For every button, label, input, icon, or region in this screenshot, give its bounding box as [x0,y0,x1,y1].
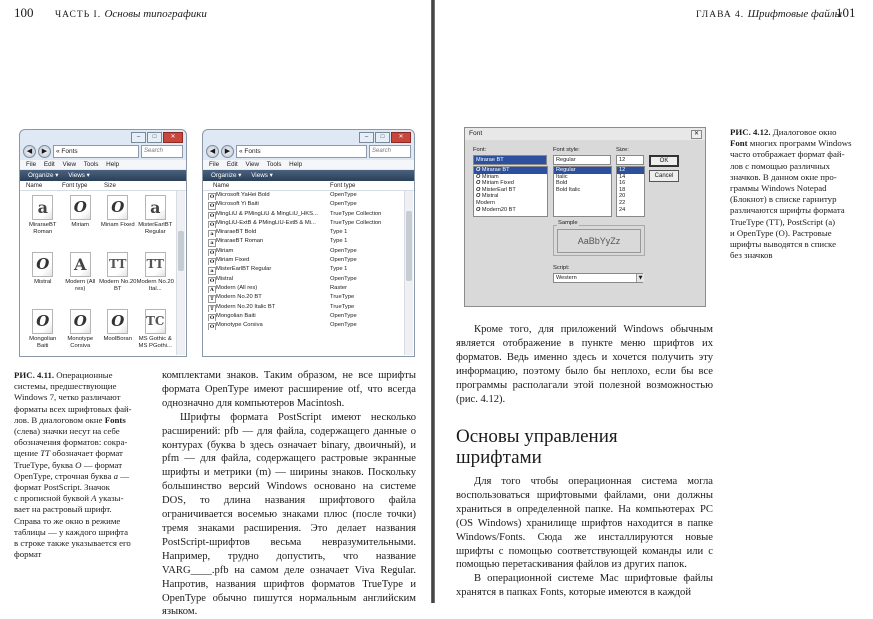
back-icon[interactable]: ◀ [23,145,36,158]
font-type-icon: O [209,249,215,256]
font-type-cell: OpenType [330,275,357,282]
font-row[interactable] [206,293,404,302]
font-type-icon: O [476,206,482,213]
font-file-icon: A [70,252,91,277]
close-button[interactable]: ✕ [163,132,183,143]
caption-term: A [91,493,97,504]
font-type-cell: TrueType [330,294,355,301]
maximize-button[interactable]: □ [375,132,390,143]
caption-text: значков. В данном окне про- [730,171,837,182]
caption-text: системы, предшествующие [14,381,117,392]
font-name-cell: Modern No.20 Italic BT [216,303,276,310]
font-type-cell: Type 1 [330,238,348,245]
font-row[interactable] [206,237,404,246]
caption-term: a [113,470,118,481]
sample-preview: AaBbYyZz [557,229,641,253]
caption-term: TT [40,448,50,459]
menu-file[interactable]: File [209,161,220,168]
left-running-head [55,8,207,20]
font-file-item[interactable] [24,195,62,247]
size-label: Size: [616,147,629,153]
font-file-label: MiraraeBT Roman [29,222,57,236]
font-type-icon: a [208,230,216,237]
font-row[interactable] [206,321,404,330]
font-type-icon: a [208,239,216,246]
list-item-label: Italic [556,173,568,180]
list-item[interactable] [554,187,611,194]
caption-label: РИС. 4.11. [14,370,55,380]
explorer-window-icons [19,129,187,357]
sample-label: Sample [558,220,578,226]
maximize-button[interactable]: □ [147,132,162,143]
caption-text: — [120,470,129,481]
address-bar-row [206,144,411,158]
caption-text: лов. В диалоговом окне [14,414,105,425]
font-file-label: Modern No.20 BT [99,279,137,293]
font-name-cell: Monotype Corsiva [216,322,263,329]
font-type-icon: T [208,295,216,302]
chevron-down-icon[interactable]: ▼ [636,274,644,282]
caption-term: O [75,459,82,470]
list-item-label: Miriam Fixed [481,180,514,187]
font-style-label: Font style: [553,147,580,153]
caption-text: TrueType (TT), PostScript (a) [730,216,836,227]
font-type-cell: OpenType [330,257,357,264]
font-file-label: MoolBoran [103,336,132,342]
font-row[interactable] [206,312,404,321]
scrollbar[interactable] [404,191,413,355]
left-running-head-title: Основы типографики [104,8,207,20]
list-item-label: Bold Italic [556,186,581,193]
menu-edit[interactable]: Edit [43,161,55,168]
font-name-cell: MingLiU-ExtB & PMingLiU-ExtB & Mi... [216,219,316,226]
script-select[interactable]: Western [553,273,643,283]
right-running-head [696,8,842,20]
font-type-icon: O [476,186,482,193]
font-style-listbox[interactable] [553,166,612,217]
search-input[interactable]: Search [141,145,183,158]
search-input[interactable]: Search [369,145,411,158]
caption-text: и OpenType (O). Растровые [730,227,832,238]
left-body-text [162,369,416,619]
close-button[interactable]: ✕ [391,132,411,143]
font-row[interactable] [206,256,404,265]
body-paragraph: Кроме того, для приложений Windows обычным является отображение в пункте меню шрифтов их форматов. Ведь именно здесь и хочется получить эту информацию, поэтому было бы неплохо, если бы все программы располагали этой полезной возможностью (рис. 4.12). [456,324,713,405]
font-file-item[interactable] [24,252,62,304]
font-type-icon: a [208,267,216,274]
cancel-button[interactable]: Cancel [649,170,679,182]
file-pane [203,181,414,356]
list-item-label: 14 [619,173,626,180]
list-item[interactable] [474,187,547,194]
font-file-label: Miriam Fixed [100,222,135,228]
font-name-cell: Modern No.20 BT [216,294,262,301]
font-file-label: Monotype Corsiva [67,336,94,350]
caption-text: вает на растровый шрифт. [14,504,112,515]
font-name-cell: Miriam Fixed [216,257,250,264]
font-type-cell: OpenType [330,192,357,198]
left-page-number: 100 [14,5,34,20]
font-name-cell: Miriam [216,247,234,254]
list-item-label: Mistral [481,193,499,200]
right-page-number: 101 [836,5,856,20]
font-file-icon: O [107,309,128,334]
font-file-label: MS Gothic & MS PGothi... [138,336,172,350]
font-file-icon: TT [145,252,166,277]
font-type-cell: Raster [330,284,348,291]
font-type-icon: O [209,314,215,321]
caption-text: Диалоговое окно [770,127,837,137]
font-name-cell: Modern (All res) [216,284,258,291]
address-bar[interactable]: « Fonts [53,145,139,158]
dialog-close-icon[interactable]: ✕ [691,130,702,139]
menu-view[interactable]: View [62,161,77,168]
font-file-label: Modern No.20 Ital... [136,279,174,293]
caption-text: указы- [98,493,124,504]
dialog-title: Font [465,128,705,140]
list-item-label: 20 [619,193,626,200]
list-item[interactable] [554,180,611,187]
font-type-cell: OpenType [330,322,357,329]
figure-caption-4-11 [14,370,156,560]
font-file-item[interactable] [62,252,100,304]
menu-file[interactable]: File [26,161,37,168]
address-bar[interactable]: « Fonts [236,145,367,158]
menu-help[interactable]: Help [289,161,303,168]
organize-button[interactable]: Organize ▾ [28,172,59,179]
column-size[interactable]: Size [104,182,116,189]
right-running-head-title: Шрифтовые файлы [747,8,843,20]
list-item[interactable] [554,174,611,181]
column-name[interactable]: Name [213,182,230,189]
font-type-icon: O [476,193,482,200]
caption-text: в строке также указывается его [14,538,131,549]
font-type-cell: OpenType [330,247,357,254]
font-file-item[interactable] [99,252,137,304]
size-listbox[interactable] [616,166,645,217]
font-file-label: Modern (All res) [65,279,96,293]
caption-text: многих программ Windows [747,138,852,149]
window-controls [359,132,411,143]
list-item[interactable] [474,180,547,187]
scroll-thumb[interactable] [406,211,412,281]
body-paragraph: Шрифты формата PostScript имеют несколько расширений: pfb — для файла, содержащего данные о контурах (буква b здесь означает binary, двоичный), и pfm — для файла, содержащего растровые экранные шрифты и метрики (m) — ширины знаков. Поскольку большинство версий Windows основано на системе DOS, то длина названия шрифтового файла ограничивается восемью знаками плюс (после точки) тремя знаками расширения. Это делает названия PostScript-шрифтов весьма невразумительными. Например, трудно допустить, что название VARG____.pfb на самом деле означает Viva Regular. Напротив, названия шрифтов форматов TrueType и OpenType обычно пишутся нормальным английским языком. [162,411,416,618]
list-item[interactable] [474,207,547,214]
font-name-cell: Microsoft Yi Baiti [216,201,259,208]
font-type-icon: O [476,167,482,173]
list-item[interactable] [474,200,547,207]
views-button[interactable]: Views ▾ [68,172,90,179]
font-file-item[interactable] [62,309,100,357]
list-item[interactable] [617,187,644,194]
font-type-icon: O [209,277,215,284]
font-name-cell: Mistral [216,275,234,282]
font-file-icon: a [145,195,166,220]
figure-caption-4-12 [730,127,870,261]
section-heading: Основы управления шрифтами [456,426,618,468]
font-name-cell: MisterEarlBT Regular [216,266,272,273]
font-type-icon: O [209,324,215,331]
font-type-icon: O [209,203,215,210]
font-type-cell: OpenType [330,201,357,208]
right-running-head-prefix: ГЛАВА 4. [696,10,745,20]
explorer-window-details [202,129,415,357]
font-dialog [464,127,706,307]
font-type-icon: O [209,221,215,228]
caption-term: Font [730,138,748,149]
caption-text: форматы всех шрифтовых фай- [14,403,132,414]
list-item-label: 18 [619,186,626,193]
font-file-label: Miriam [71,222,90,228]
list-item[interactable] [474,174,547,181]
caption-text: (Блокнот) в списке гарнитур [730,194,837,205]
caption-text: граммы Windows Notepad [730,183,827,194]
font-name-cell: Mongolian Baiti [216,312,256,319]
caption-text: Windows 7, четко различают [14,392,121,403]
font-row[interactable] [206,265,404,274]
font-type-icon: O [209,212,215,219]
window-controls [131,132,183,143]
right-body-text-1 [456,323,713,406]
list-item-label: Modern [476,199,495,206]
column-name[interactable]: Name [26,182,43,189]
script-label: Script: [553,265,570,271]
font-file-label: Mongolian Baiti [29,336,57,350]
font-row[interactable] [206,210,404,219]
back-icon[interactable]: ◀ [206,145,219,158]
font-name-cell: Microsoft YaHei Bold [216,192,270,198]
font-type-cell: TrueType [330,303,355,310]
font-file-item[interactable] [24,309,62,357]
file-pane [20,181,186,356]
menu-edit[interactable]: Edit [226,161,238,168]
font-row[interactable] [206,284,404,293]
caption-text: таблицы — у каждого шрифта [14,526,129,537]
ok-button[interactable]: OK [649,155,679,167]
font-file-icon: O [107,195,128,220]
font-file-icon: a [32,195,53,220]
font-name-cell: MiraraeBT Bold [216,229,257,236]
font-type-icon: O [476,180,482,187]
font-row[interactable] [206,247,404,256]
command-bar [203,170,414,181]
font-style-input[interactable]: Regular [553,155,611,165]
left-running-head-prefix: ЧАСТЬ I. [55,10,102,20]
caption-text: формат [14,549,42,560]
caption-text: (слева) значки несут на себе [14,426,120,437]
font-file-item[interactable] [99,195,137,247]
font-file-icon: TC [145,309,166,334]
menu-bar [20,160,186,169]
font-type-cell: TrueType Collection [330,219,382,226]
font-name-cell: MingLiU & PMingLiU & MingLiU_HKS... [216,210,318,217]
caption-term: Fonts [104,414,126,425]
minimize-button[interactable]: – [359,132,374,143]
list-item[interactable] [474,167,547,174]
list-item[interactable] [617,167,644,174]
font-type-cell: Type 1 [330,266,348,273]
list-item-label: MisterEarl BT [481,186,516,193]
font-file-icon: O [70,195,91,220]
menu-tools[interactable]: Tools [83,161,99,168]
font-file-label: MisterEarlBT Regular [138,222,173,236]
list-item[interactable] [554,167,611,174]
font-type-cell: OpenType [330,312,357,319]
caption-text: формат PostScript. Значок [14,482,110,493]
caption-text: Операционные [54,370,113,380]
caption-text: без значков [730,250,773,261]
column-font-type[interactable]: Font type [62,182,88,189]
list-item[interactable] [617,207,644,214]
command-bar [20,170,186,181]
caption-text: — формат [83,459,123,470]
font-list [206,191,404,330]
font-label: Font: [473,147,487,153]
menu-tools[interactable]: Tools [266,161,282,168]
list-item[interactable] [474,193,547,200]
font-file-label: Mistral [34,279,52,285]
list-item-label: Bold [556,180,568,187]
font-file-icon: O [32,309,53,334]
body-paragraph: В операционной системе Mac шрифтовые файлы хранятся в папках Fonts, которые имеются в каждой [456,573,713,599]
views-button[interactable]: Views ▾ [251,172,273,179]
list-item[interactable] [617,174,644,181]
font-row[interactable] [206,275,404,284]
forward-icon[interactable]: ▶ [221,145,234,158]
address-bar-row [23,144,183,158]
organize-button[interactable]: Organize ▾ [211,172,242,179]
list-item-label: 24 [619,206,626,213]
forward-icon[interactable]: ▶ [38,145,51,158]
menu-view[interactable]: View [245,161,260,168]
list-item-label: 22 [619,199,626,206]
scroll-thumb[interactable] [178,231,184,271]
list-item-label: 16 [619,180,626,187]
font-file-item[interactable] [99,309,137,357]
caption-text: с прописной буквой [14,493,92,504]
font-file-item[interactable] [137,309,175,357]
caption-text: различаются шрифты формата [730,205,845,216]
caption-text: шрифты выводятся в списке [730,239,836,250]
font-listbox[interactable] [473,166,548,217]
font-type-icon: T [208,305,216,312]
book-spine [431,0,435,603]
caption-text: Справа то же окно в режиме [14,515,121,526]
font-type-icon: O [209,259,215,266]
font-name-cell: MiraraeBT Roman [216,238,264,245]
font-input[interactable]: Mirarae BT [473,155,547,165]
caption-text: лов с помощью различных [730,160,831,171]
column-headers [20,181,186,191]
body-paragraph: Для того чтобы операционная система могла воспользоваться шрифтовыми файлами, они должны храниться в определенной папке. На компьютерах PC (OS Windows) хранилище шрифтов находится в папке Windows/Fonts. Сюда же инсталлируются новые шрифты с помощью соответствующей команды или с помощью перетаскивания файлов из других папок. [456,476,713,571]
caption-text: часто отображает формат фай- [730,149,845,160]
list-item[interactable] [617,200,644,207]
minimize-button[interactable]: – [131,132,146,143]
list-item[interactable] [617,193,644,200]
list-item-label: Regular [556,167,576,173]
font-type-icon: O [209,194,215,200]
body-paragraph: комплектами знаков. Таким образом, не все шрифты формата OpenType имеют расширение otf, что всегда однозначно для компьютеров Macintosh. [162,370,416,409]
caption-text: щение [14,448,41,459]
font-row[interactable] [206,200,404,209]
menu-bar [203,160,414,169]
font-row[interactable] [206,228,404,237]
font-file-item[interactable] [62,195,100,247]
menu-help[interactable]: Help [106,161,120,168]
caption-text: обозначения форматов: сокра- [14,437,128,448]
list-item-label: Modern20 BT [481,206,516,213]
caption-label: РИС. 4.12. [730,127,771,137]
column-headers [203,181,414,191]
caption-text: OpenType, строчная буква [14,470,114,481]
caption-text: обозначает формат [52,448,123,459]
font-row[interactable] [206,219,404,228]
font-icon-grid [24,195,174,357]
font-file-item[interactable] [137,252,175,304]
font-file-item[interactable] [137,195,175,247]
list-item-label: Miriam [481,173,499,180]
font-type-icon: O [476,173,482,180]
font-type-cell: TrueType Collection [330,210,382,217]
right-body-text-2 [456,475,713,600]
font-row[interactable] [206,303,404,312]
list-item[interactable] [617,180,644,187]
font-row[interactable] [206,191,404,200]
font-file-icon: O [32,252,53,277]
font-type-cell: Type 1 [330,229,348,236]
font-file-icon: O [70,309,91,334]
scrollbar[interactable] [176,191,185,355]
font-type-icon: A [208,286,216,293]
font-file-icon: TT [107,252,128,277]
caption-text: TrueType, буква [14,459,76,470]
size-input[interactable]: 12 [616,155,644,165]
column-font-type[interactable]: Font type [330,182,356,189]
list-item-label: Mirarae BT [481,167,510,173]
list-item-label: 12 [619,167,626,173]
